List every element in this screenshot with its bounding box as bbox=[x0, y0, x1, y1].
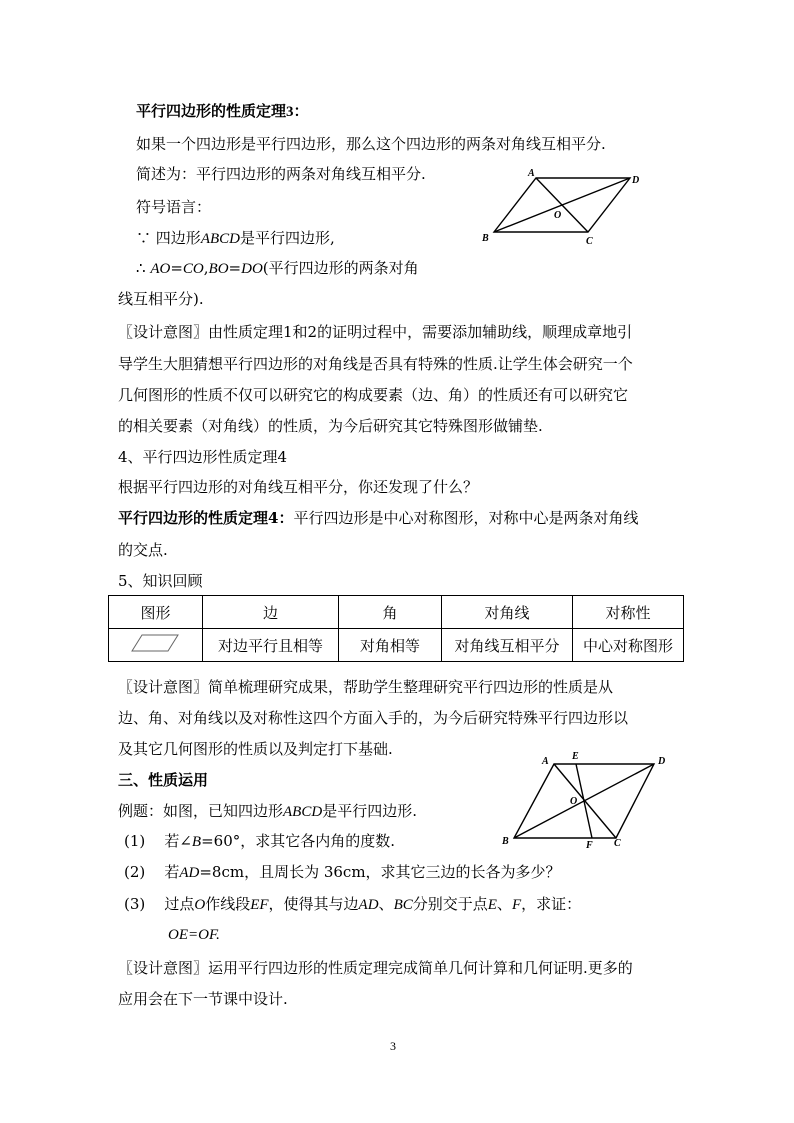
design-intent-2-line2: 边、角、对角线以及对称性这四个方面入手的，为今后研究特殊平行四边形以 bbox=[118, 709, 629, 727]
label-d: D bbox=[632, 175, 640, 186]
therefore-line: ∴ AO=CO,BO=DO(平行四边形的两条对角 bbox=[136, 259, 419, 277]
theorem4-statement: 平行四边形的性质定理4：平行四边形是中心对称图形，对称中心是两条对角线 bbox=[118, 509, 639, 527]
symbol-language-label: 符号语言： bbox=[136, 198, 212, 216]
table-header-row bbox=[109, 596, 684, 629]
parallelogram-figure-1 bbox=[470, 162, 650, 252]
design-intent-1-line2: 导学生大胆猜想平行四边形的对角线是否具有特殊的性质.让学生体会研究一个 bbox=[118, 355, 633, 373]
example-intro: 例题：如图，已知四边形ABCD是平行四边形. bbox=[118, 802, 417, 820]
table-cell: 对角线互相平分 bbox=[442, 629, 573, 662]
table-cell: 对边平行且相等 bbox=[203, 629, 339, 662]
label-b-2: B bbox=[502, 836, 509, 847]
theorem4-heading: 4、平行四边形性质定理4 bbox=[118, 448, 288, 466]
design-intent-1-line1: 〖设计意图〗由性质定理1和2的证明过程中，需要添加辅助线，顺理成章地引 bbox=[118, 323, 633, 341]
parallelogram-thumbnail bbox=[126, 631, 186, 655]
label-d-2: D bbox=[658, 756, 666, 767]
table-row bbox=[109, 629, 684, 662]
shape-cell bbox=[109, 629, 203, 662]
theorem3-statement: 如果一个四边形是平行四边形，那么这个四边形的两条对角线互相平分. bbox=[136, 135, 606, 153]
question-3: (3) 过点O作线段EF，使得其与边AD、BC分别交于点E、F，求证： bbox=[124, 895, 582, 913]
theorem4-question: 根据平行四边形的对角线互相平分，你还发现了什么？ bbox=[118, 478, 479, 496]
design-intent-2-line3: 及其它几何图形的性质以及判定打下基础. bbox=[118, 740, 393, 758]
header-cell: 边 bbox=[203, 596, 339, 629]
table-cell: 对角相等 bbox=[339, 629, 442, 662]
application-heading: 三、性质运用 bbox=[118, 771, 209, 789]
label-c-2: C bbox=[614, 838, 621, 849]
segment-ef bbox=[576, 764, 592, 838]
design-intent-3-line1: 〖设计意图〗运用平行四边形的性质定理完成简单几何计算和几何证明.更多的 bbox=[118, 959, 633, 977]
label-a-2: A bbox=[542, 756, 549, 767]
header-cell: 图形 bbox=[109, 596, 203, 629]
parallelogram-figure-2 bbox=[494, 748, 680, 852]
theorem3-title: 平行四边形的性质定理3： bbox=[136, 102, 309, 120]
page-number: 3 bbox=[390, 1039, 396, 1053]
theorem4-statement-wrap: 的交点. bbox=[118, 541, 168, 559]
theorem3-summary: 简述为：平行四边形的两条对角线互相平分. bbox=[136, 165, 426, 183]
label-e-2: E bbox=[572, 751, 579, 762]
design-intent-3-line2: 应用会在下一节课中设计. bbox=[118, 990, 288, 1008]
review-table bbox=[108, 595, 684, 662]
header-cell: 对角线 bbox=[442, 596, 573, 629]
therefore-line-wrap: 线互相平分). bbox=[118, 290, 204, 308]
label-o: O bbox=[554, 210, 562, 221]
question-3-wrap: OE=OF. bbox=[168, 927, 220, 943]
design-intent-1-line3: 几何图形的性质不仅可以研究它的构成要素（边、角）的性质还有可以研究它 bbox=[118, 386, 629, 404]
label-o-2: O bbox=[570, 796, 578, 807]
label-c: C bbox=[586, 236, 593, 247]
design-intent-2-line1: 〖设计意图〗简单梳理研究成果，帮助学生整理研究平行四边形的性质是从 bbox=[118, 678, 614, 696]
header-cell: 对称性 bbox=[573, 596, 684, 629]
because-line: ∵ 四边形ABCD是平行四边形, bbox=[136, 229, 335, 247]
table-cell: 中心对称图形 bbox=[573, 629, 684, 662]
review-heading: 5、知识回顾 bbox=[118, 572, 203, 590]
question-2: (2) 若AD=8cm，且周长为 36cm，求其它三边的长各为多少？ bbox=[124, 863, 561, 881]
header-cell: 角 bbox=[339, 596, 442, 629]
label-a: A bbox=[528, 168, 535, 179]
label-f-2: F bbox=[586, 840, 593, 851]
design-intent-1-line4: 的相关要素（对角线）的性质，为今后研究其它特殊图形做铺垫. bbox=[118, 417, 543, 435]
label-b: B bbox=[482, 233, 489, 244]
question-1: (1) 若∠B=60°，求其它各内角的度数. bbox=[124, 832, 396, 850]
